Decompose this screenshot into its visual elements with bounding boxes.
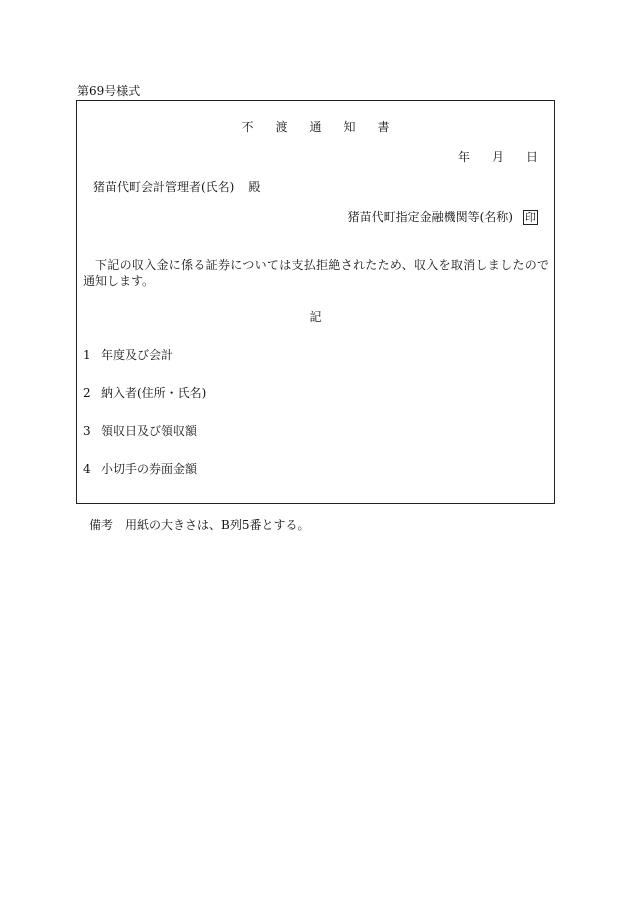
item-label: 納入者(住所・氏名): [101, 386, 207, 400]
item-number: 3: [83, 424, 91, 438]
remarks: [89, 517, 309, 533]
list-item: [83, 461, 206, 499]
list-item: [83, 385, 206, 423]
item-number: 1: [83, 348, 91, 362]
form-number: 第69号様式: [77, 84, 141, 98]
notice-form-box: [76, 100, 555, 504]
item-list: [83, 347, 206, 499]
remarks-label: 備考: [89, 518, 114, 532]
list-item: [83, 347, 206, 385]
sender-name: 猪苗代町指定金融機関等(名称): [347, 210, 513, 224]
addressee: [93, 179, 260, 195]
item-label: 年度及び会計: [101, 348, 174, 362]
date-day-label: 日: [525, 150, 538, 164]
item-number: 2: [83, 386, 91, 400]
addressee-name: 猪苗代町会計管理者(氏名): [93, 180, 235, 194]
addressee-honorific: 殿: [248, 180, 261, 194]
date-month-label: 月: [491, 150, 504, 164]
item-label: 領収日及び領収額: [101, 424, 198, 438]
notice-body-text: 下記の収入金に係る証券については支払拒絶されたため、収入を取消しましたので通知します。: [83, 258, 549, 288]
item-number: 4: [83, 462, 91, 476]
sender: [348, 209, 538, 225]
ki-heading: 記: [309, 310, 322, 324]
item-label: 小切手の券面金額: [101, 462, 198, 476]
remarks-text: 用紙の大きさは、B列5番とする。: [125, 518, 310, 532]
date-year-label: 年: [457, 150, 470, 164]
document-title: 不渡通知書: [241, 120, 412, 134]
list-item: [83, 423, 206, 461]
date-line: [458, 149, 538, 165]
seal-mark: 印: [525, 210, 536, 224]
